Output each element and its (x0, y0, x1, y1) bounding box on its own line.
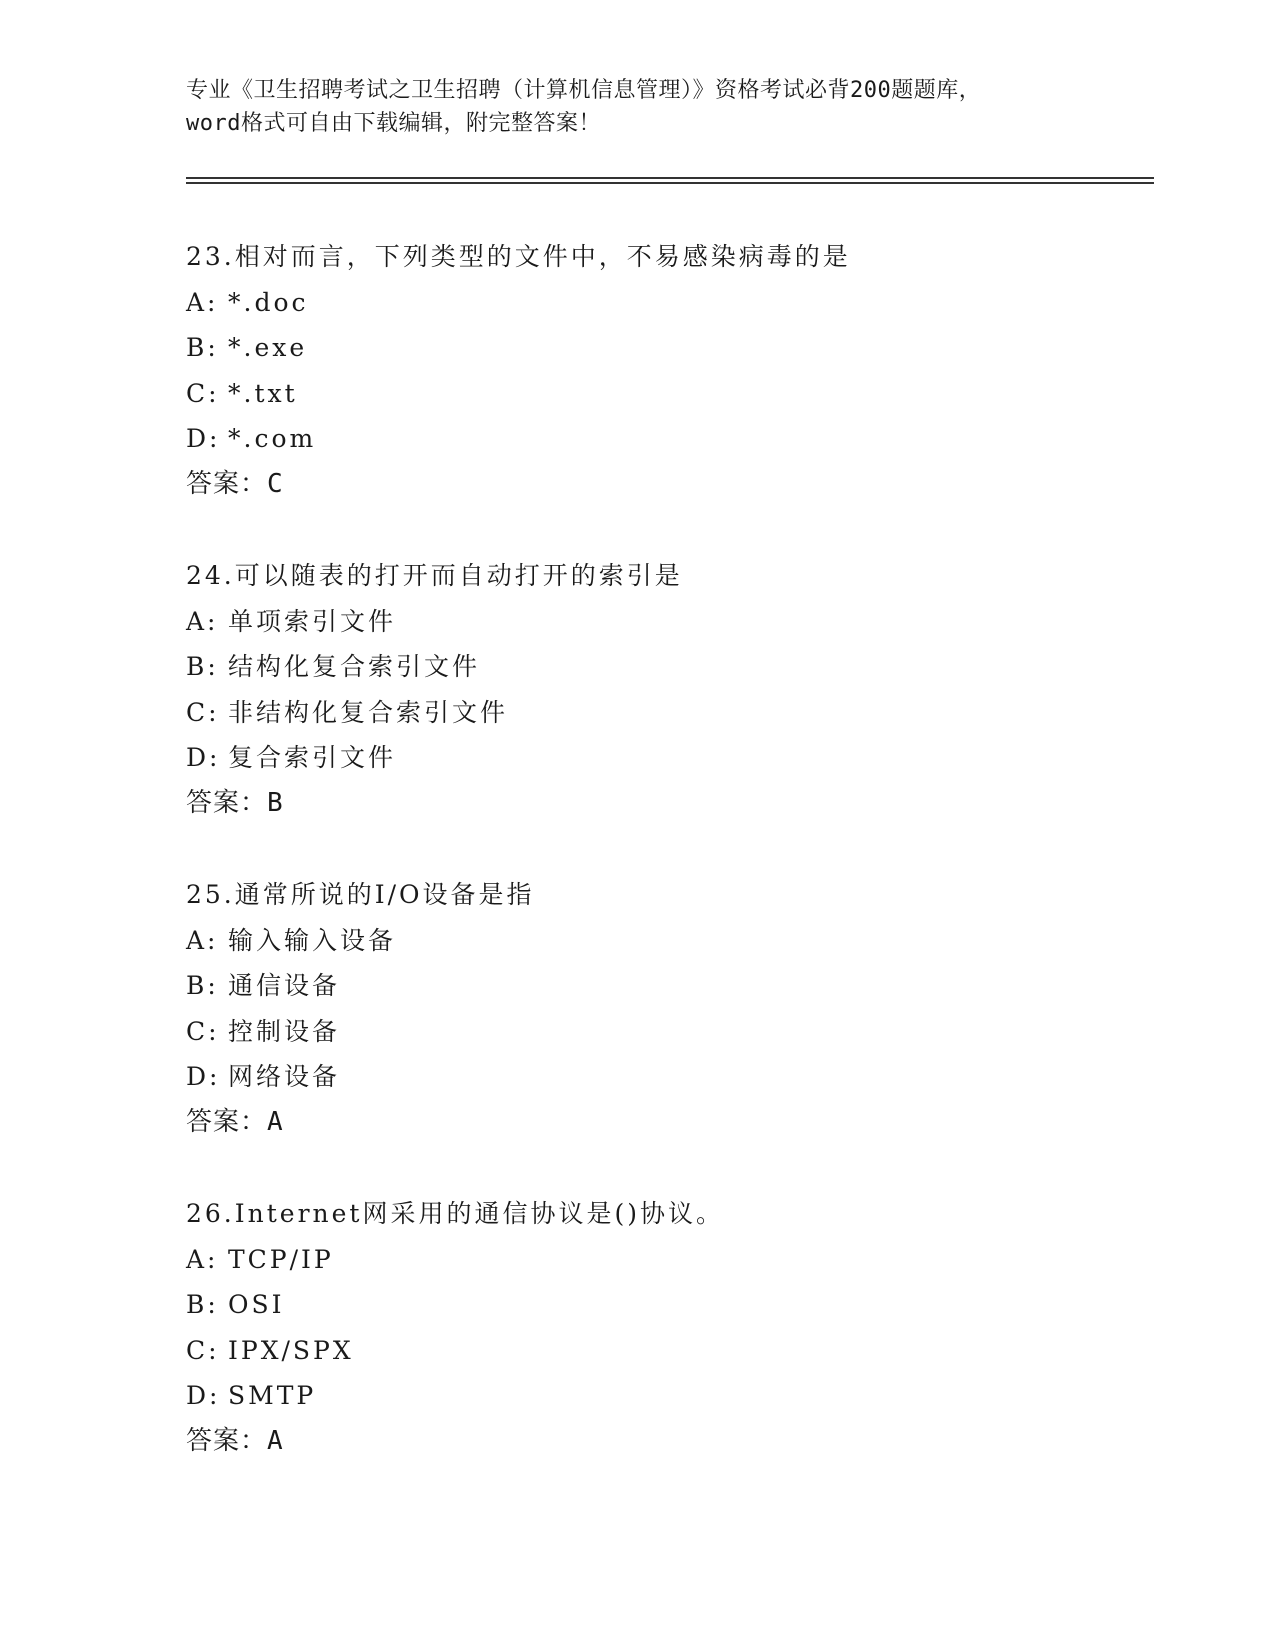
option-letter: A: (186, 287, 219, 317)
question-block (186, 872, 1136, 1145)
option-letter: B: (186, 1290, 219, 1319)
option-b (186, 325, 1136, 371)
question-text: 24.可以随表的打开而自动打开的索引是 (186, 561, 683, 590)
header-divider-top (186, 177, 1154, 179)
answer-text: 答案：C (186, 468, 284, 499)
question-text: 23.相对而言，下列类型的文件中，不易感染病毒的是 (186, 242, 851, 271)
option-a (186, 599, 1136, 645)
answer-text: 答案：B (186, 787, 284, 818)
answer-text: 答案：A (186, 1425, 284, 1456)
option-text: OSI (228, 1290, 285, 1319)
option-d (186, 1373, 1136, 1419)
question-block (186, 553, 1136, 826)
option-b (186, 1282, 1136, 1328)
option-text: *.com (228, 424, 317, 453)
option-letter: D: (186, 424, 221, 453)
option-letter: D: (186, 1381, 221, 1410)
option-c (186, 371, 1136, 417)
option-d (186, 1054, 1136, 1100)
option-letter: C: (186, 697, 220, 727)
option-text: *.doc (228, 287, 309, 317)
option-d (186, 735, 1136, 781)
option-text: 结构化复合索引文件 (228, 652, 481, 681)
option-text: 复合索引文件 (228, 743, 397, 772)
option-letter: B: (186, 652, 219, 681)
question-block (186, 234, 1136, 507)
question-block (186, 1191, 1136, 1464)
option-text: 非结构化复合索引文件 (228, 697, 509, 727)
option-letter: A: (186, 606, 219, 636)
option-text: IPX/SPX (228, 1335, 354, 1365)
option-text: 控制设备 (228, 1016, 341, 1046)
header-line-1: 专业《卫生招聘考试之卫生招聘（计算机信息管理）》资格考试必背200题题库， (186, 78, 982, 103)
option-c (186, 690, 1136, 736)
option-letter: D: (186, 1062, 221, 1091)
option-a (186, 280, 1136, 326)
option-letter: A: (186, 1244, 219, 1274)
option-letter: A: (186, 925, 219, 955)
option-c (186, 1009, 1136, 1055)
option-letter: C: (186, 1335, 220, 1365)
option-text: 输入输入设备 (228, 925, 397, 955)
option-text: 网络设备 (228, 1062, 341, 1091)
option-text: SMTP (228, 1381, 317, 1410)
header-line-2: word格式可自由下载编辑，附完整答案！ (186, 111, 601, 136)
question-text: 26.Internet网采用的通信协议是()协议。 (186, 1199, 724, 1228)
document-header (186, 74, 1106, 140)
option-b (186, 963, 1136, 1009)
option-a (186, 918, 1136, 964)
option-text: TCP/IP (228, 1244, 334, 1274)
option-b (186, 644, 1136, 690)
answer-text: 答案：A (186, 1106, 284, 1137)
option-letter: D: (186, 743, 221, 772)
option-letter: B: (186, 333, 219, 362)
question-text: 25.通常所说的I/O设备是指 (186, 880, 535, 909)
option-text: *.txt (228, 378, 298, 408)
option-d (186, 416, 1136, 462)
option-text: 通信设备 (228, 971, 341, 1000)
option-letter: C: (186, 378, 220, 408)
option-text: 单项索引文件 (228, 606, 397, 636)
header-divider-bottom (186, 182, 1154, 184)
option-a (186, 1237, 1136, 1283)
option-letter: B: (186, 971, 219, 1000)
option-c (186, 1328, 1136, 1374)
option-letter: C: (186, 1016, 220, 1046)
option-text: *.exe (228, 333, 308, 362)
